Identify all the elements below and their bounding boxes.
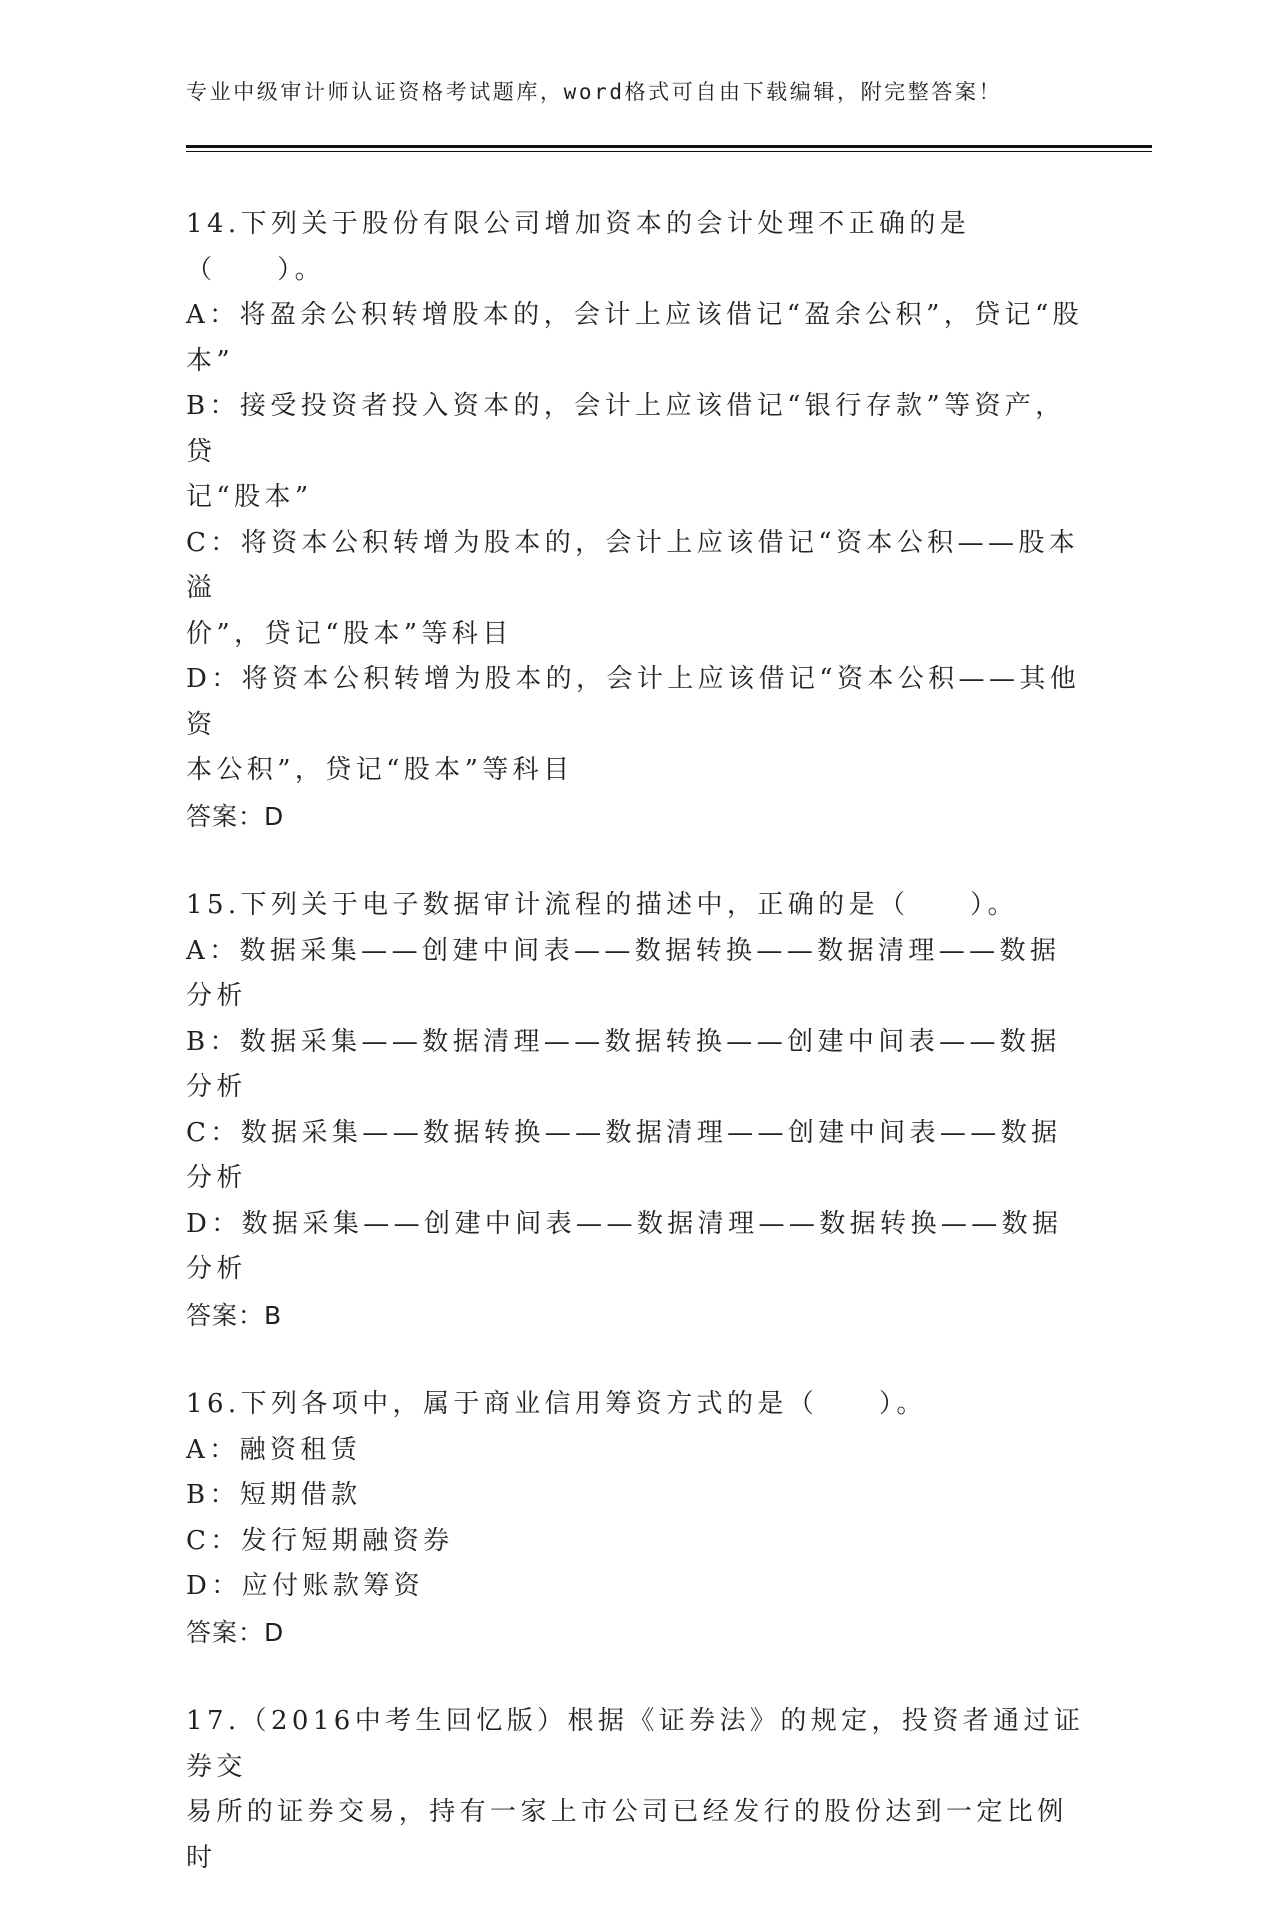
option-line: A：融资租赁 bbox=[186, 1434, 362, 1465]
option-line: C：数据采集——数据转换——数据清理——创建中间表——数据分析 bbox=[186, 1117, 1062, 1193]
question-line: 16.下列各项中，属于商业信用筹资方式的是（ ）。 bbox=[186, 1389, 927, 1419]
answer-label: 答案：D bbox=[186, 1617, 285, 1647]
option-line: 价”，贷记“股本”等科目 bbox=[186, 618, 513, 649]
question-line: 17.（2016中考生回忆版）根据《证券法》的规定，投资者通过证券交 bbox=[186, 1706, 1085, 1782]
question-line: 易所的证券交易，持有一家上市公司已经发行的股份达到一定比例时 bbox=[186, 1797, 1068, 1873]
option-line: 本公积”，贷记“股本”等科目 bbox=[186, 755, 574, 785]
page-header: 专业中级审计师认证资格考试题库，word格式可自由下载编辑，附完整答案！ bbox=[186, 80, 1003, 104]
option-line: 记“股本” bbox=[186, 482, 313, 512]
option-line: A：将盈余公积转增股本的，会计上应该借记“盈余公积”，贷记“股 bbox=[186, 300, 1084, 330]
option-line: B：数据采集——数据清理——数据转换——创建中间表——数据分析 bbox=[186, 1026, 1061, 1102]
answer-label: 答案：D bbox=[186, 801, 285, 831]
option-line: B：短期借款 bbox=[186, 1480, 362, 1510]
option-line: A：数据采集——创建中间表——数据转换——数据清理——数据分析 bbox=[186, 935, 1061, 1011]
question-16 bbox=[186, 1382, 1086, 1655]
option-line: D：将资本公积转增为股本的，会计上应该借记“资本公积——其他资 bbox=[186, 664, 1081, 740]
option-line: D：数据采集——创建中间表——数据清理——数据转换——数据分析 bbox=[186, 1208, 1063, 1284]
question-14 bbox=[186, 202, 1086, 839]
option-line: C：将资本公积转增为股本的，会计上应该借记“资本公积——股本溢 bbox=[186, 527, 1080, 603]
question-line: 14.下列关于股份有限公司增加资本的会计处理不正确的是（ ）。 bbox=[186, 209, 971, 285]
option-line: 本” bbox=[186, 345, 235, 376]
header-rule-thin bbox=[186, 151, 1152, 152]
question-line: 15.下列关于电子数据审计流程的描述中，正确的是（ ）。 bbox=[186, 890, 1018, 920]
header-rule-thick bbox=[186, 145, 1152, 148]
option-line: B：接受投资者投入资本的，会计上应该借记“银行存款”等资产，贷 bbox=[186, 391, 1066, 467]
question-17 bbox=[186, 1699, 1086, 1881]
answer-label: 答案：B bbox=[186, 1300, 283, 1330]
option-line: D：应付账款筹资 bbox=[186, 1571, 425, 1601]
question-list bbox=[186, 202, 1086, 1925]
question-15 bbox=[186, 883, 1086, 1338]
option-line: C：发行短期融资券 bbox=[186, 1525, 454, 1556]
